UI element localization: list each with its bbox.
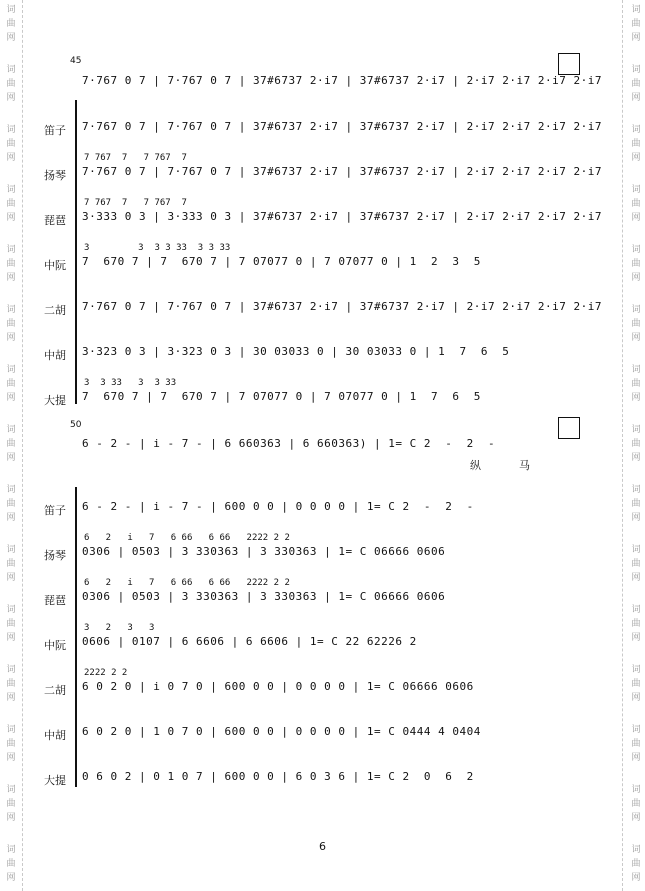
lead-line: 6 - 2 - | i - 7 - | 6 660363 | 6 660363) | 1= C 2 - 2 -: [82, 437, 496, 450]
page-number: 6: [319, 840, 326, 853]
watermark-glyph: 曲: [631, 439, 641, 449]
watermark-glyph: 网: [6, 33, 16, 43]
instrument-name: 笛子: [44, 124, 66, 137]
watermark-glyph: 网: [6, 813, 16, 823]
watermark-glyph: 词: [6, 545, 16, 555]
upper-notes: 2222 2 2: [84, 668, 128, 678]
watermark-glyph: 词: [631, 365, 641, 375]
watermark-glyph: 网: [6, 453, 16, 463]
watermark-glyph: 网: [631, 693, 641, 703]
watermark-glyph: 曲: [631, 799, 641, 809]
watermark-glyph: 曲: [631, 379, 641, 389]
watermark-glyph: 曲: [6, 859, 16, 869]
watermark-glyph: 词: [631, 5, 641, 15]
watermark-glyph: 网: [631, 93, 641, 103]
watermark-glyph: 曲: [6, 739, 16, 749]
measure-number: 50: [70, 420, 82, 430]
instrument-name: 扬琴: [44, 549, 66, 562]
instrument-name: 扬琴: [44, 169, 66, 182]
watermark-glyph: 词: [6, 5, 16, 15]
instrument-name: 二胡: [44, 684, 66, 697]
watermark-glyph: 网: [6, 273, 16, 283]
watermark-glyph: 词: [6, 185, 16, 195]
instrument-name: 中阮: [44, 259, 66, 272]
watermark-glyph: 网: [6, 573, 16, 583]
watermark-glyph: 词: [631, 245, 641, 255]
watermark-glyph: 词: [6, 845, 16, 855]
instrument-name: 二胡: [44, 304, 66, 317]
watermark-glyph: 网: [6, 693, 16, 703]
upper-notes: 3 3 3 3 33 3 3 33: [84, 243, 231, 253]
watermark-glyph: 曲: [631, 499, 641, 509]
watermark-glyph: 词: [631, 785, 641, 795]
watermark-glyph: 词: [631, 425, 641, 435]
watermark-glyph: 词: [6, 725, 16, 735]
watermark-glyph: 曲: [631, 739, 641, 749]
instrument-name: 大提: [44, 774, 66, 787]
notation-line: 0 6 0 2 | 0 1 0 7 | 600 0 0 | 6 0 3 6 | 1= C 2 0 6 2: [82, 770, 474, 783]
lead-line: 7·767 0 7 | 7·767 0 7 | 37#6737 2·i7 | 37#6737 2·i7 | 2·i7 2·i7 2·i7 2·i7: [82, 74, 602, 87]
watermark-glyph: 曲: [631, 199, 641, 209]
watermark-glyph: 曲: [6, 559, 16, 569]
watermark-glyph: 网: [631, 273, 641, 283]
watermark-glyph: 网: [631, 333, 641, 343]
watermark-glyph: 曲: [6, 679, 16, 689]
watermark-glyph: 词: [631, 665, 641, 675]
watermark-glyph: 词: [631, 845, 641, 855]
watermark-glyph: 网: [6, 513, 16, 523]
instrument-name: 中胡: [44, 349, 66, 362]
watermark-glyph: 曲: [6, 79, 16, 89]
watermark-glyph: 曲: [6, 619, 16, 629]
instrument-name: 笛子: [44, 504, 66, 517]
upper-notes: 7 767 7 7 767 7: [84, 153, 187, 163]
watermark-glyph: 网: [631, 33, 641, 43]
watermark-glyph: 词: [6, 65, 16, 75]
notation-line: 6 - 2 - | i - 7 - | 600 0 0 | 0 0 0 0 | 1= C 2 - 2 -: [82, 500, 474, 513]
notation-line: 0306 | 0503 | 3 330363 | 3 330363 | 1= C 06666 0606: [82, 590, 446, 603]
watermark-glyph: 曲: [631, 19, 641, 29]
watermark-glyph: 词: [631, 485, 641, 495]
watermark-glyph: 曲: [6, 259, 16, 269]
watermark-glyph: 曲: [6, 799, 16, 809]
upper-notes: 6 2 i 7 6 66 6 66 2222 2 2: [84, 578, 290, 588]
watermark-glyph: 曲: [631, 559, 641, 569]
notation-line: 7 670 7 | 7 670 7 | 7 07077 0 | 7 07077 0 | 1 7 6 5: [82, 390, 481, 403]
instrument-name: 琵琶: [44, 214, 66, 227]
watermark-glyph: 词: [6, 605, 16, 615]
watermark-glyph: 词: [631, 125, 641, 135]
watermark-glyph: 词: [6, 305, 16, 315]
watermark-glyph: 词: [6, 245, 16, 255]
instrument-name: 中阮: [44, 639, 66, 652]
watermark-glyph: 网: [631, 633, 641, 643]
watermark-glyph: 网: [631, 213, 641, 223]
watermark-glyph: 词: [631, 305, 641, 315]
watermark-glyph: 网: [631, 573, 641, 583]
watermark-glyph: 网: [631, 393, 641, 403]
instrument-name: 中胡: [44, 729, 66, 742]
watermark-glyph: 词: [631, 65, 641, 75]
watermark-glyph: 曲: [631, 319, 641, 329]
watermark-glyph: 词: [631, 185, 641, 195]
notation-line: 3·333 0 3 | 3·333 0 3 | 37#6737 2·i7 | 37#6737 2·i7 | 2·i7 2·i7 2·i7 2·i7: [82, 210, 602, 223]
notation-line: 6 0 2 0 | 1 0 7 0 | 600 0 0 | 0 0 0 0 | 1= C 0444 4 0404: [82, 725, 481, 738]
watermark-glyph: 网: [6, 93, 16, 103]
watermark-glyph: 曲: [6, 439, 16, 449]
watermark-glyph: 曲: [631, 79, 641, 89]
watermark-glyph: 网: [6, 393, 16, 403]
upper-notes: 7 767 7 7 767 7: [84, 198, 187, 208]
watermark-glyph: 曲: [6, 379, 16, 389]
watermark-glyph: 网: [631, 453, 641, 463]
notation-line: 6 0 2 0 | i 0 7 0 | 600 0 0 | 0 0 0 0 | 1= C 06666 0606: [82, 680, 474, 693]
rehearsal-box: [558, 417, 580, 439]
watermark-glyph: 曲: [631, 859, 641, 869]
notation-line: 7 670 7 | 7 670 7 | 7 07077 0 | 7 07077 0 | 1 2 3 5: [82, 255, 481, 268]
watermark-glyph: 网: [6, 753, 16, 763]
measure-number: 45: [70, 56, 82, 66]
notation-line: 7·767 0 7 | 7·767 0 7 | 37#6737 2·i7 | 37#6737 2·i7 | 2·i7 2·i7 2·i7 2·i7: [82, 300, 602, 313]
watermark-glyph: 曲: [6, 319, 16, 329]
notation-line: 0306 | 0503 | 3 330363 | 3 330363 | 1= C 06666 0606: [82, 545, 446, 558]
watermark-glyph: 曲: [631, 619, 641, 629]
watermark-glyph: 网: [631, 753, 641, 763]
notation-line: 7·767 0 7 | 7·767 0 7 | 37#6737 2·i7 | 37#6737 2·i7 | 2·i7 2·i7 2·i7 2·i7: [82, 165, 602, 178]
upper-notes: 6 2 i 7 6 66 6 66 2222 2 2: [84, 533, 290, 543]
rehearsal-box: [558, 53, 580, 75]
watermark-glyph: 曲: [631, 139, 641, 149]
watermark-glyph: 网: [631, 153, 641, 163]
instrument-name: 大提: [44, 394, 66, 407]
watermark-glyph: 网: [631, 513, 641, 523]
watermark-glyph: 词: [631, 605, 641, 615]
upper-notes: 3 3 33 3 3 33: [84, 378, 177, 388]
watermark-glyph: 词: [6, 485, 16, 495]
watermark-glyph: 网: [631, 873, 641, 883]
watermark-glyph: 词: [6, 365, 16, 375]
watermark-glyph: 网: [6, 213, 16, 223]
watermark-glyph: 曲: [6, 499, 16, 509]
notation-line: 3·323 0 3 | 3·323 0 3 | 30 03033 0 | 30 03033 0 | 1 7 6 5: [82, 345, 510, 358]
watermark-glyph: 曲: [631, 679, 641, 689]
watermark-glyph: 词: [6, 425, 16, 435]
watermark-glyph: 词: [6, 125, 16, 135]
watermark-glyph: 词: [631, 725, 641, 735]
watermark-glyph: 词: [6, 665, 16, 675]
watermark-glyph: 网: [6, 633, 16, 643]
watermark-glyph: 网: [6, 333, 16, 343]
upper-notes: 3 2 3 3: [84, 623, 155, 633]
watermark-glyph: 词: [6, 785, 16, 795]
watermark-glyph: 曲: [6, 139, 16, 149]
watermark-glyph: 网: [6, 873, 16, 883]
watermark-glyph: 曲: [631, 259, 641, 269]
lyric: 纵: [470, 459, 481, 472]
watermark-glyph: 网: [631, 813, 641, 823]
lyric: 马: [519, 459, 530, 472]
instrument-name: 琵琶: [44, 594, 66, 607]
notation-line: 0606 | 0107 | 6 6606 | 6 6606 | 1= C 22 62226 2: [82, 635, 417, 648]
notation-line: 7·767 0 7 | 7·767 0 7 | 37#6737 2·i7 | 37#6737 2·i7 | 2·i7 2·i7 2·i7 2·i7: [82, 120, 602, 133]
watermark-glyph: 网: [6, 153, 16, 163]
watermark-glyph: 词: [631, 545, 641, 555]
watermark-glyph: 曲: [6, 19, 16, 29]
watermark-glyph: 曲: [6, 199, 16, 209]
